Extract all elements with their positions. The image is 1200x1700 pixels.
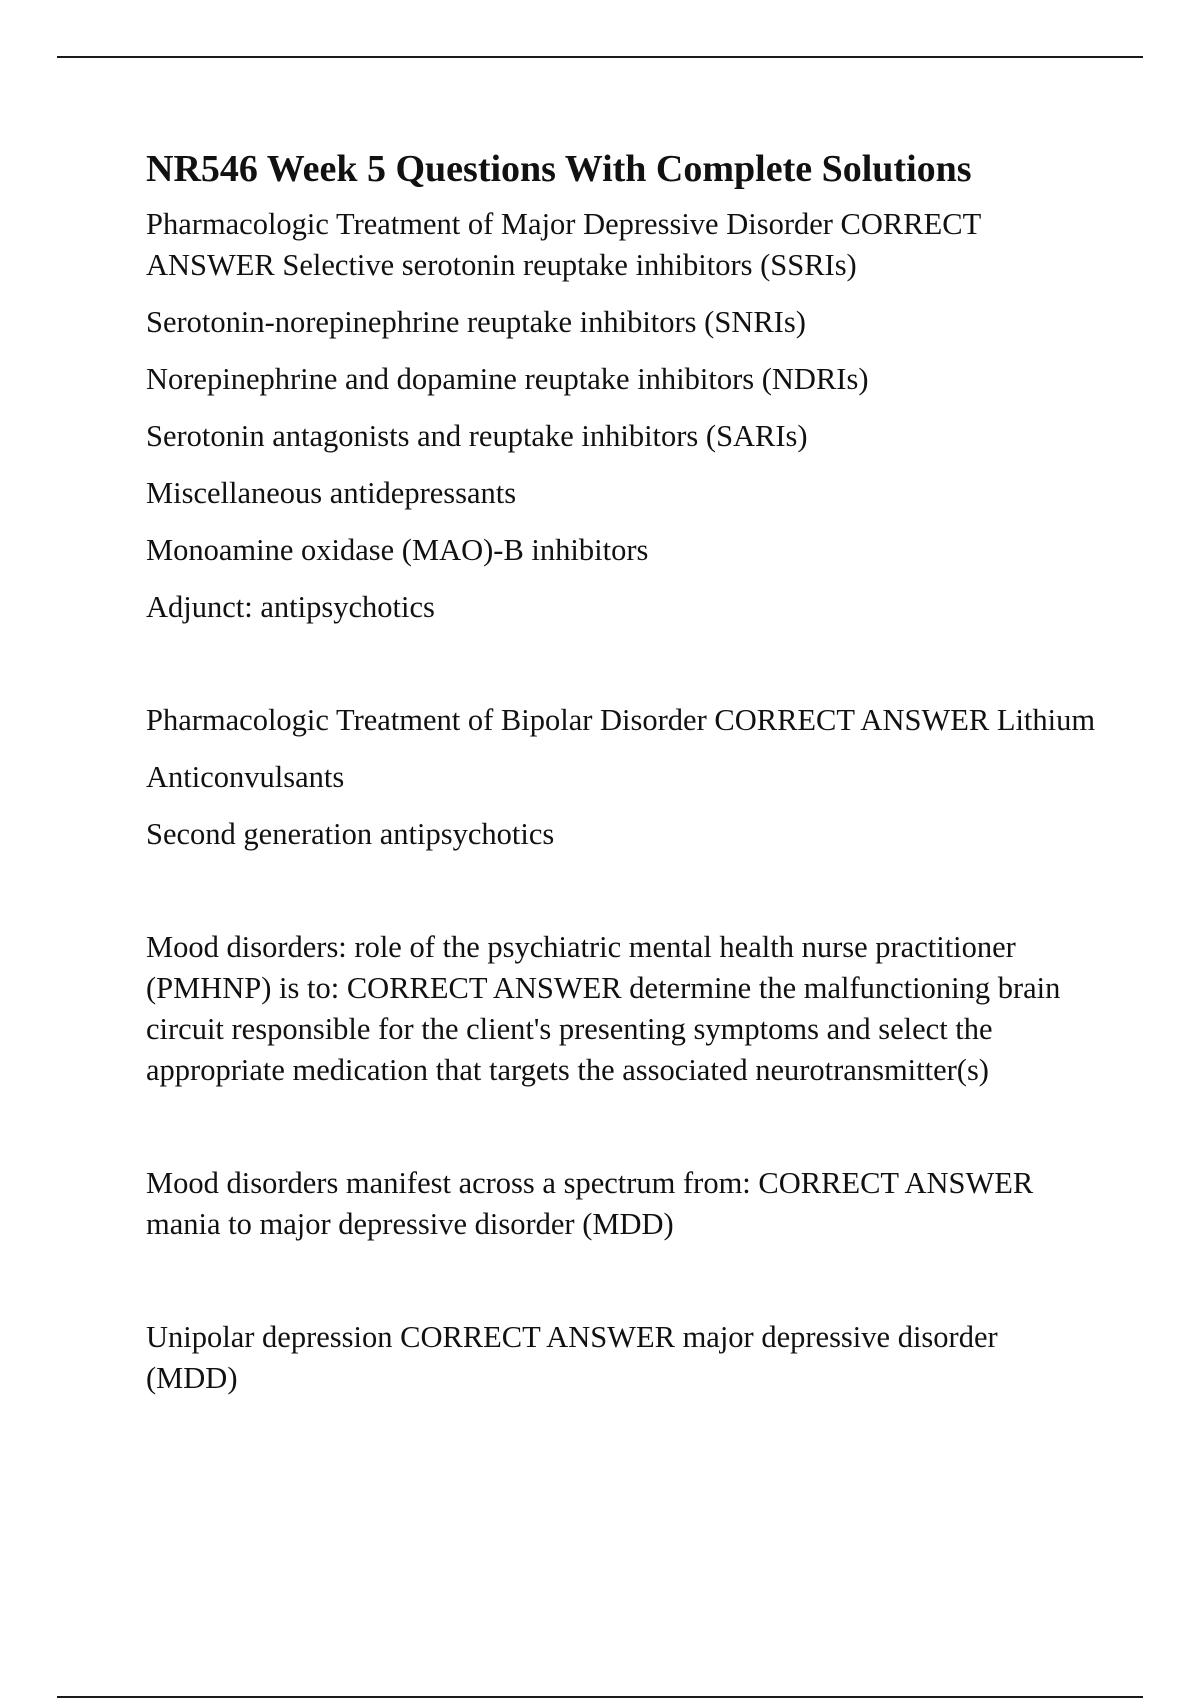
- qa-block-pmhnp-role: [146, 927, 1096, 1091]
- block-spacer: [146, 644, 1096, 700]
- block-spacer: [146, 871, 1096, 927]
- qa-question-spectrum: Mood disorders manifest across a spectrum from: CORRECT ANSWER mania to major depressive disorder (MDD): [146, 1166, 1034, 1241]
- qa-question-mdd: Pharmacologic Treatment of Major Depressive Disorder CORRECT ANSWER Selective serotonin reuptake inhibitors (SSRIs): [146, 207, 981, 282]
- qa-question-pmhnp: Mood disorders: role of the psychiatric mental health nurse practitioner (PMHNP) is to: CORRECT ANSWER determine the malfunctioning brain circuit responsible for the client's presenting symptoms and select the appropriate medication that targets the associated neurotransmitter(s): [146, 930, 1061, 1087]
- answer-line: Serotonin antagonists and reuptake inhibitors (SARIs): [146, 419, 808, 453]
- block-spacer: [146, 1107, 1096, 1163]
- bottom-rule: [57, 1696, 1143, 1698]
- answer-line: Norepinephrine and dopamine reuptake inhibitors (NDRIs): [146, 362, 869, 396]
- answer-line: Monoamine oxidase (MAO)-B inhibitors: [146, 533, 649, 567]
- qa-block-mdd-treatment: [146, 204, 1096, 628]
- qa-question-bipolar: Pharmacologic Treatment of Bipolar Disorder CORRECT ANSWER Lithium: [146, 703, 1096, 737]
- answer-line: Serotonin-norepinephrine reuptake inhibitors (SNRIs): [146, 305, 806, 339]
- answer-line: Anticonvulsants: [146, 760, 345, 794]
- answer-line: Miscellaneous antidepressants: [146, 476, 517, 510]
- answer-line: Adjunct: antipsychotics: [146, 590, 435, 624]
- document-title: NR546 Week 5 Questions With Complete Solutions: [146, 148, 972, 190]
- block-spacer: [146, 1261, 1096, 1317]
- top-rule: [57, 56, 1143, 58]
- qa-question-unipolar: Unipolar depression CORRECT ANSWER major depressive disorder (MDD): [146, 1320, 998, 1395]
- answer-line: Second generation antipsychotics: [146, 817, 555, 851]
- qa-block-bipolar-treatment: [146, 700, 1096, 855]
- qa-block-unipolar: [146, 1317, 1096, 1399]
- qa-block-mood-spectrum: [146, 1163, 1096, 1245]
- document-body: [146, 146, 1096, 1415]
